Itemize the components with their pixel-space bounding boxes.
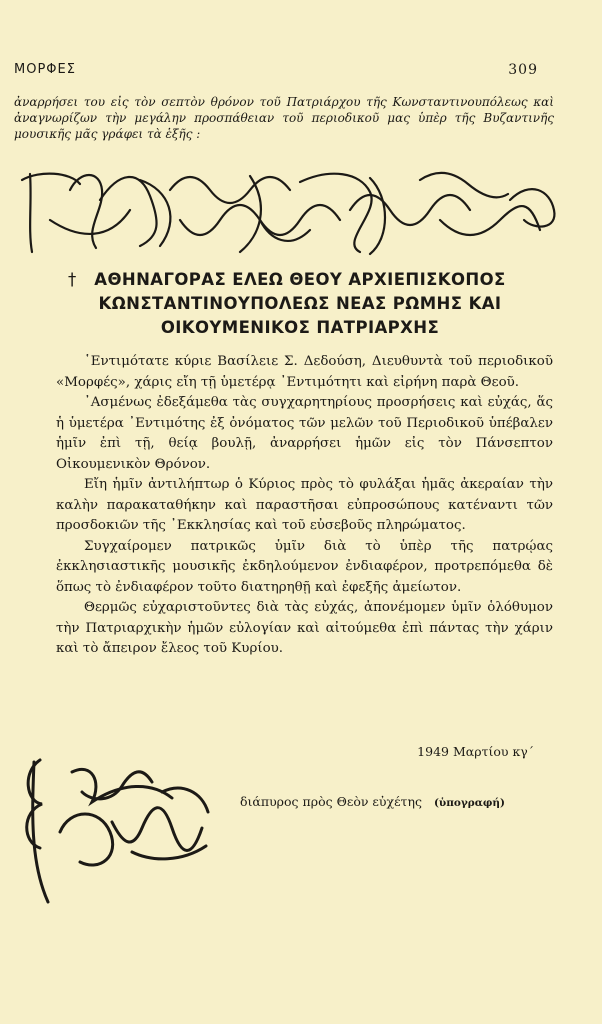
handwritten-signature xyxy=(12,752,232,912)
letter-paragraph: ῾Εντιμότατε κύριε Βασίλειε Σ. Δεδούση, Διευθυντὰ τοῦ περιοδικοῦ «Μορφές», χάρις εἴη τῇ ὑμετέρᾳ ᾿Εντιμότητι καὶ εἰρήνη παρὰ Θεοῦ. xyxy=(56,354,553,390)
journal-title: ΜΟΡΦΕΣ xyxy=(14,62,76,77)
running-header xyxy=(14,62,538,77)
signature-note: (ὑπογραφή) xyxy=(433,797,505,809)
letter-paragraph: Θερμῶς εὐχαριστοῦντες διὰ τὰς εὐχάς, ἀπονέμομεν ὑμῖν ὁλόθυμον τὴν Πατριαρχικὴν ἡμῶν εὐλογίαν καὶ αἰτούμεθα ἐπὶ πάντας τὴν χάριν καὶ τὸ ἄπειρον ἔλεος τοῦ Κυρίου. xyxy=(56,600,553,656)
letter-paragraph: Συγχαίρομεν πατρικῶς ὑμῖν διὰ τὸ ὑπὲρ τῆς πατρῴας ἐκκλησιαστικῆς μουσικῆς ἐκδηλούμενον ἐνδιαφέρον, προτρεπόμεθα δὲ ὅπως τὸ ἐνδιαφέρον τοῦτο διατηρηθῇ καὶ ἐφεξῆς ἀμείωτον. xyxy=(56,538,553,595)
intro-paragraph: ἀναρρήσει του εἰς τὸν σεπτὸν θρόνον τοῦ Πατριάρχου τῆς Κωνσταντινουπόλεως καὶ ἀναγνωρίζων τὴν μεγάλην προσπάθειαν τοῦ περιοδικοῦ μας ὑπὲρ τῆς Βυζαντινῆς μουσικῆς μᾶς γράφει τὰ ἑξῆς : xyxy=(14,95,554,141)
letter-paragraph: ᾿Ασμένως ἐδεξάμεθα τὰς συγχαρητηρίους προσρήσεις καὶ εὐχάς, ἅς ἡ ὑμετέρα ᾿Εντιμότης ἐξ ὀνόματος τῶν μελῶν τοῦ Περιοδικοῦ ὑπέβαλεν ἡμῖν ἐπὶ τῇ, θείᾳ βουλῇ, ἀναρρήσει ἡμῶν εἰς τὸν Πάνσεπτον Οἰκουμενικὸν Θρόνον. xyxy=(56,395,553,472)
heading-line: ΚΩΝΣΤΑΝΤΙΝΟΥΠΟΛΕΩΣ ΝΕΑΣ ΡΩΜΗΣ ΚΑΙ xyxy=(98,294,502,313)
letter-heading xyxy=(40,268,560,340)
calligraphic-banner xyxy=(10,160,570,260)
letter-date: 1949 Μαρτίου κγ´ xyxy=(417,744,534,759)
letter-paragraph: Εἴη ἡμῖν ἀντιλήπτωρ ὁ Κύριος πρὸς τὸ φυλάξαι ἡμᾶς ἀκεραίαν τὴν καλὴν παρακαταθήκην καὶ παραστῆσαι εὐπροσώπους κατέναντι τῶν προσδοκιῶν τῆς ᾿Εκκλησίας καὶ τοῦ εὐσεβοῦς πληρώματος. xyxy=(56,477,553,533)
letter-body xyxy=(56,352,553,660)
closing-line xyxy=(240,794,505,809)
cross-symbol: † xyxy=(68,270,77,289)
closing-text: διάπυρος πρὸς Θεὸν εὐχέτης xyxy=(240,794,422,809)
heading-line: ΑΘΗΝΑΓΟΡΑΣ ΕΛΕΩ ΘΕΟΥ ΑΡΧΙΕΠΙΣΚΟΠΟΣ xyxy=(94,270,506,289)
heading-line: ΟΙΚΟΥΜΕΝΙΚΟΣ ΠΑΤΡΙΑΡΧΗΣ xyxy=(160,318,440,337)
page-number: 309 xyxy=(508,62,538,78)
